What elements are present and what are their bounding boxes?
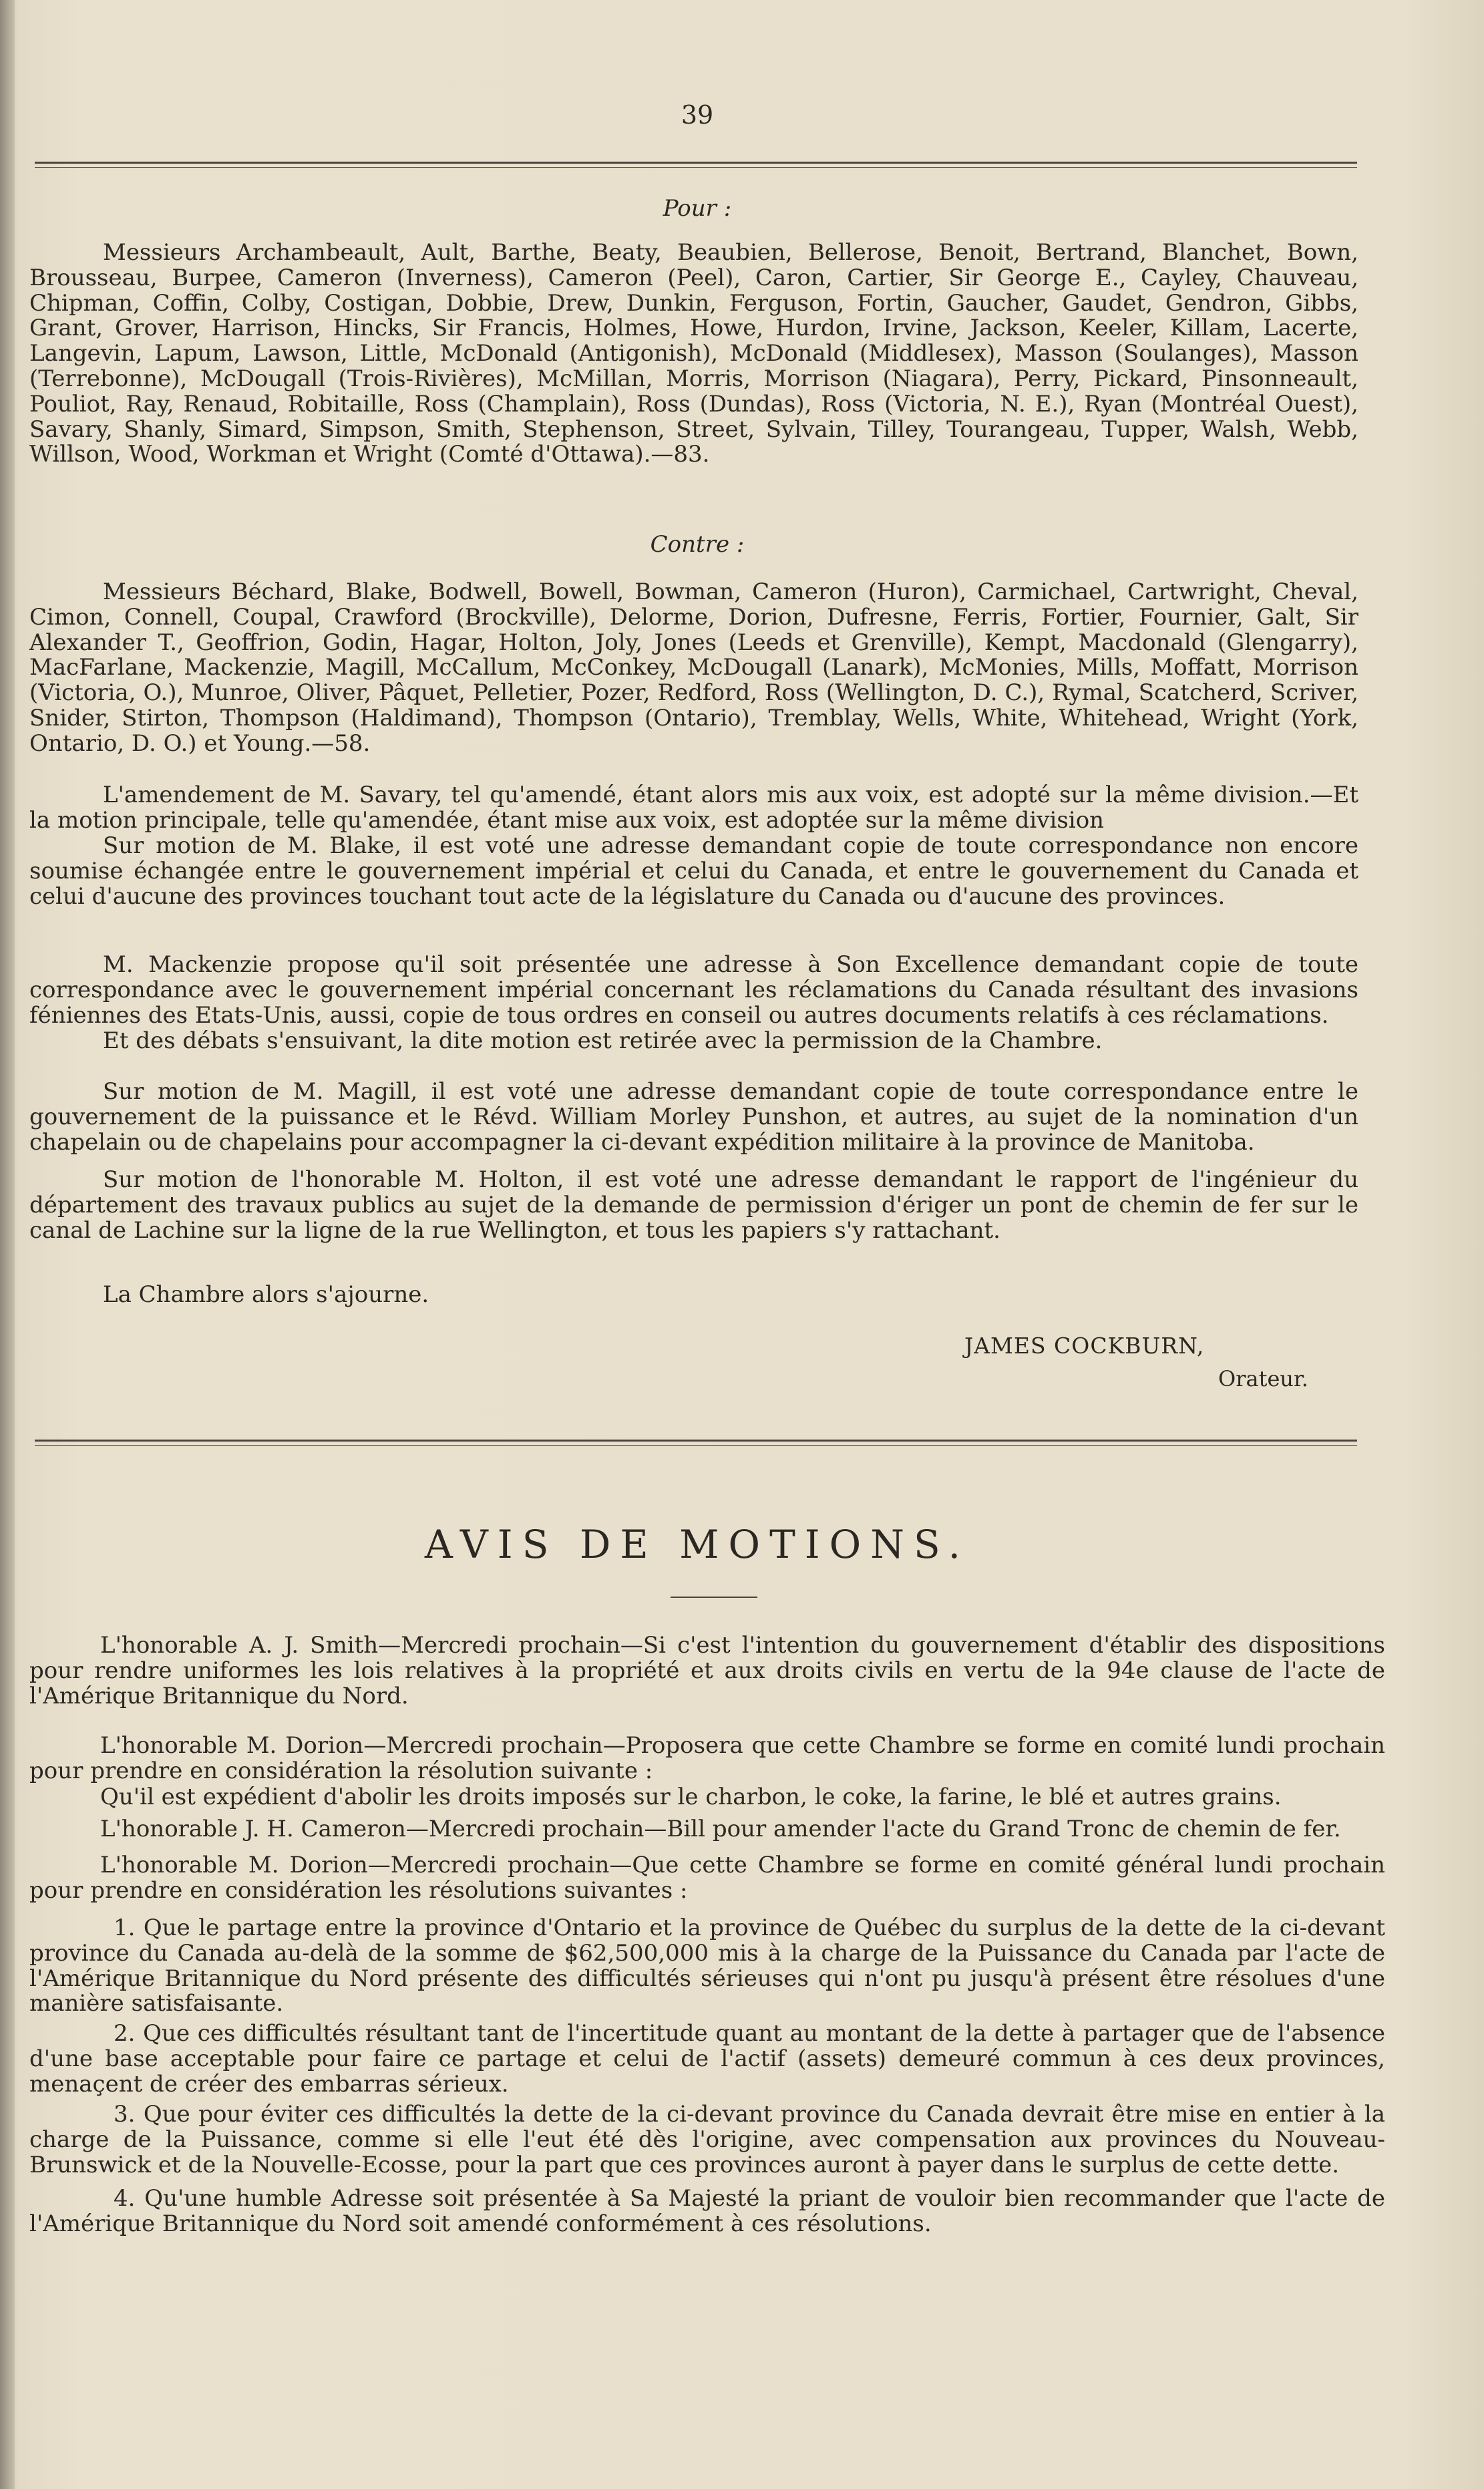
proceedings-paragraph	[29, 783, 1358, 834]
motion-text: L'honorable M. Dorion—Mercredi prochain—Proposera que cette Chambre se forme en comité lundi prochain pour prendre en considération la résolution suivante :	[29, 1732, 1385, 1784]
title-underline	[671, 1597, 757, 1598]
resolution-paragraph	[29, 2186, 1385, 2237]
motion-paragraph	[29, 1633, 1385, 1709]
book-spine-shadow	[0, 0, 15, 2489]
signature-name: JAMES COCKBURN,	[964, 1333, 1205, 1359]
resolution-paragraph	[29, 1916, 1385, 2017]
motion-paragraph	[29, 1817, 1385, 1842]
contre-text: Messieurs Béchard, Blake, Bodwell, Bowell, Bowman, Cameron (Huron), Carmichael, Cartwright, Cheval, Cimon, Connell, Coupal, Crawford (Brockville), Delorme, Dorion, Dufresne, Ferris, Fortier, Fournier, Galt, Sir Alexander T., Geoffrion, Godin, Hagar, Holton, Joly, Jones (Leeds et Grenville), Kempt, Macdonald (Glengarry), MacFarlane, Mackenzie, Magill, McCallum, McConkey, McDougall (Lanark), McMonies, Mills, Moffatt, Morrison (Victoria, O.), Munroe, Oliver, Pâquet, Pelletier, Pozer, Redford, Ross (Wellington, D. C.), Rymal, Scatcherd, Scriver, Snider, Stirton, Thompson (Haldimand), Thompson (Ontario), Tremblay, Wells, White, Whitehead, Wright (York, Ontario, D. O.) et Young.—58.	[29, 578, 1358, 757]
pour-text: Messieurs Archambeault, Ault, Barthe, Beaty, Beaubien, Bellerose, Benoit, Bertrand, Blanchet, Bown, Brousseau, Burpee, Cameron (Inverness), Cameron (Peel), Caron, Cartier, Sir George E., Cayley, Chauveau, Chipman, Coffin, Colby, Costigan, Dobbie, Drew, Dunkin, Ferguson, Fortin, Gaucher, Gaudet, Gendron, Gibbs, Grant, Grover, Harrison, Hincks, Sir Francis, Holmes, Howe, Hurdon, Irvine, Jackson, Keeler, Killam, Lacerte, Langevin, Lapum, Lawson, Little, McDonald (Antigonish), McDonald (Middlesex), Masson (Soulanges), Masson (Terrebonne), McDougall (Trois-Rivières), McMillan, Morris, Morrison (Niagara), Perry, Pickard, Pinsonneault, Pouliot, Ray, Renaud, Robitaille, Ross (Champlain), Ross (Dundas), Ross (Victoria, N. E.), Ryan (Montréal Ouest), Savary, Shanly, Simard, Simpson, Smith, Stephenson, Street, Sylvain, Tilley, Tourangeau, Tupper, Walsh, Webb, Willson, Wood, Workman et Wright (Comté d'Ottawa).—83.	[29, 239, 1358, 468]
contre-heading: Contre :	[650, 531, 745, 558]
proceedings-paragraph	[29, 1029, 1358, 1054]
resolution-text: 1. Que le partage entre la province d'Ontario et la province de Québec du surplus de la dette de la ci-devant province du Canada au-delà de la somme de $62,500,000 mis à la charge de la Puissance du Canada par l'acte de l'Amérique Britannique du Nord présente des difficultés sérieuses qui n'ont pu jusqu'à présent être résolues d'une manière satisfaisante.	[29, 1915, 1385, 2017]
motion-text: L'honorable J. H. Cameron—Mercredi prochain—Bill pour amender l'acte du Grand Tronc de chemin de fer.	[100, 1816, 1341, 1842]
header-rule-thin	[35, 167, 1357, 168]
motion-paragraph	[29, 1785, 1385, 1810]
adjournment-text: La Chambre alors s'ajourne.	[103, 1281, 429, 1308]
proceedings-text: L'amendement de M. Savary, tel qu'amendé, étant alors mis aux voix, est adopté sur la même division.—Et la motion principale, telle qu'amendée, étant mise aux voix, est adoptée sur la même division	[29, 782, 1358, 834]
resolution-text: 4. Qu'une humble Adresse soit présentée à Sa Majesté la priant de vouloir bien recommander que l'acte de l'Amérique Britannique du Nord soit amendé conformément à ces résolutions.	[29, 2185, 1385, 2237]
proceedings-paragraph	[29, 1168, 1358, 1243]
motion-text: L'honorable A. J. Smith—Mercredi prochain—Si c'est l'intention du gouvernement d'établir des dispositions pour rendre uniformes les lois relatives à la propriété et aux droits civils en vertu de la 94e clause de l'acte de l'Amérique Britannique du Nord.	[29, 1632, 1385, 1709]
proceedings-paragraph	[29, 834, 1358, 909]
proceedings-paragraph	[29, 953, 1358, 1028]
resolution-text: 3. Que pour éviter ces difficultés la dette de la ci-devant province du Canada devrait être mise en entier à la charge de la Puissance, comme si elle l'eut été dès l'origine, avec compensation aux provinces du Nouveau-Brunswick et de la Nouvelle-Ecosse, pour la part que ces provinces auront à payer dans le surplus de cette dette.	[29, 2101, 1385, 2178]
proceedings-text: Sur motion de M. Magill, il est voté une adresse demandant copie de toute correspondance entre le gouvernement de la puissance et le Révd. William Morley Punshon, et autres, au sujet de la nomination d'un chapelain ou de chapelains pour accompagner la ci-devant expédition militaire à la province de Manitoba.	[29, 1078, 1358, 1156]
motion-text: Qu'il est expédient d'abolir les droits imposés sur le charbon, le coke, la farine, le blé et autres grains.	[100, 1784, 1282, 1810]
pour-list	[29, 240, 1358, 468]
resolution-paragraph	[29, 2102, 1385, 2178]
motion-paragraph	[29, 1853, 1385, 1904]
avis-title: AVIS DE MOTIONS.	[424, 1522, 970, 1567]
motion-paragraph	[29, 1733, 1385, 1784]
proceedings-text: Sur motion de M. Blake, il est voté une adresse demandant copie de toute correspondance non encore soumise échangée entre le gouvernement impérial et celui du Canada, et entre le gouvernement du Canada et celui d'aucune des provinces touchant tout acte de la législature du Canada ou d'aucune des provinces.	[29, 832, 1358, 910]
proceedings-text: M. Mackenzie propose qu'il soit présentée une adresse à Son Excellence demandant copie de toute correspondance avec le gouvernement impérial concernant les réclamations du Canada résultant des invasions féniennes des Etats-Unis, aussi, copie de tous ordres en conseil ou autres documents relatifs à ces réclamations.	[29, 951, 1358, 1029]
proceedings-paragraph	[29, 1080, 1358, 1155]
header-rule	[35, 162, 1357, 164]
pour-heading: Pour :	[663, 195, 732, 222]
section-rule	[35, 1440, 1357, 1442]
contre-list	[29, 580, 1358, 757]
resolution-paragraph	[29, 2021, 1385, 2097]
signature-title: Orateur.	[1218, 1366, 1308, 1391]
proceedings-text: Sur motion de l'honorable M. Holton, il est voté une adresse demandant le rapport de l'ingénieur du département des travaux publics au sujet de la demande de permission d'ériger un pont de chemin de fer sur le canal de Lachine sur la ligne de la rue Wellington, et tous les papiers s'y rattachant.	[29, 1166, 1358, 1244]
resolution-text: 2. Que ces difficultés résultant tant de l'incertitude quant au montant de la dette à partager que de l'absence d'une base acceptable pour faire ce partage et celui de l'actif (assets) demeuré commun à ces deux provinces, menaçent de créer des embarras sérieux.	[29, 2020, 1385, 2098]
page-number: 39	[681, 100, 714, 130]
adjournment-line	[29, 1283, 1358, 1308]
motion-text: L'honorable M. Dorion—Mercredi prochain—Que cette Chambre se forme en comité général lundi prochain pour prendre en considération les résolutions suivantes :	[29, 1852, 1385, 1904]
proceedings-text: Et des débats s'ensuivant, la dite motion est retirée avec la permission de la Chambre.	[103, 1027, 1103, 1054]
section-rule-thin	[35, 1445, 1357, 1446]
